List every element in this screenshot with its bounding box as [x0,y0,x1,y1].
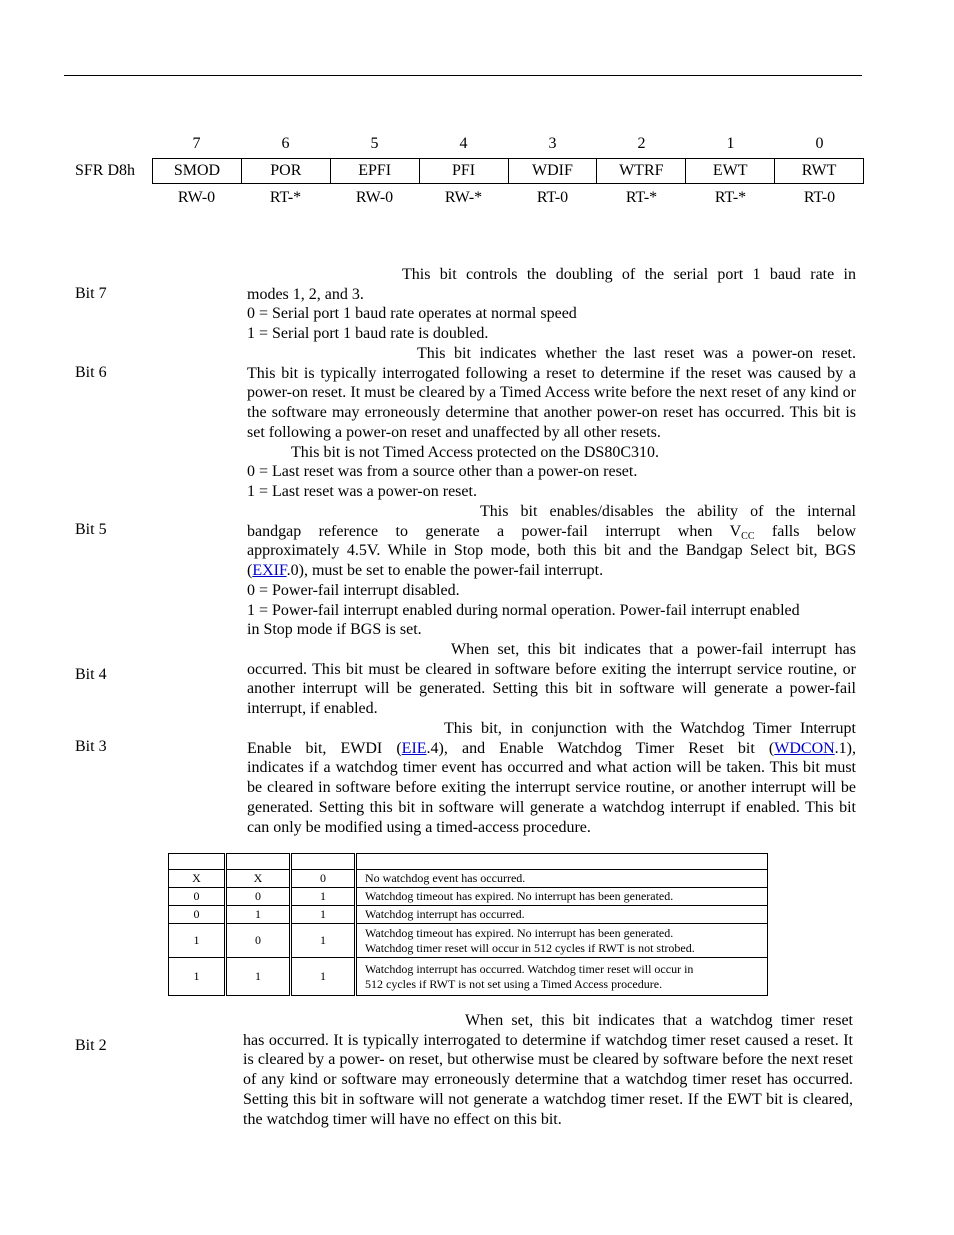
access-type: RT-0 [803,189,836,206]
access-type: RT-* [269,189,302,206]
bit7-description [247,265,856,344]
result-cell: Watchdog interrupt has occurred. [357,906,768,924]
bit-number: 1 [726,135,735,152]
ewt-cell: X [227,870,290,888]
bit-name-cell: EPFI [330,159,419,184]
header-rule [64,75,862,76]
access-type: RT-0 [536,189,569,206]
table-header-row [169,854,768,870]
bit6-line1: This bit indicates whether the last reset was a power-on reset. [417,345,856,362]
access-type: RT-* [625,189,658,206]
access-type: RW-0 [177,189,216,206]
bit-number: 5 [370,135,379,152]
result-cell: Watchdog interrupt has occurred. Watchdog timer reset will occur in 512 cycles if RWT is not set using a Timed Access procedure. [357,958,768,996]
bit5-line7: in Stop mode if BGS is set. [247,621,422,639]
bit3-body: indicates if a watchdog timer event has occurred and what action will be taken. This bit must be cleared in software before exiting the interrupt service routine, or another interrupt will be generated. Setting this bit in software will generate a watchdog interrupt if enabled. This bit can only be modified using a timed-access procedure. [247,759,856,836]
bit-number: 6 [281,135,290,152]
ewt-cell: 0 [227,888,290,906]
bit6-label: Bit 6 [75,364,107,381]
result-cell: Watchdog timeout has expired. No interrupt has been generated. [357,888,768,906]
ewt-cell: 0 [227,924,290,958]
sfr-address-label: SFR D8h [75,162,136,179]
wdif-cell: 1 [292,906,355,924]
ewdi-cell: 1 [169,958,225,996]
bit-number: 0 [815,135,824,152]
bit4-body: occurred. This bit must be cleared in software before exiting the interrupt service routine, or another interrupt will be generated. Setting this bit in software will generate a power-fail interrupt, if enabled. [247,660,856,718]
ewt-cell: 1 [227,958,290,996]
access-type: RT-* [714,189,747,206]
table-row [169,888,768,906]
bit5-description [247,502,856,640]
bit6-note: This bit is not Timed Access protected on the DS80C310. [291,443,659,461]
wdif-cell: 1 [292,924,355,958]
bit6-one: 1 = Last reset was a power-on reset. [247,482,477,500]
ewdi-cell: 0 [169,906,225,924]
bit3-label: Bit 3 [75,738,107,755]
bit-name-cell: SMOD [153,159,242,184]
table-row [169,906,768,924]
bit-name-cell: EWT [686,159,775,184]
bit4-label: Bit 4 [75,666,107,683]
register-bit-table [152,158,864,184]
bit7-line2: modes 1, 2, and 3. [247,285,364,303]
bit5-line2: bandgap reference to generate a power-fail interrupt when $V_{CC}$ falls below [247,522,856,542]
access-type: RW-0 [355,189,394,206]
watchdog-event-table [168,853,768,996]
bit5-line4: (EXIF.0), must be set to enable the power-fail interrupt. [247,562,604,580]
bit-name-cell: RWT [775,159,864,184]
result-cell: No watchdog event has occurred. [357,870,768,888]
bit5-line1: This bit enables/disables the ability of the internal [480,503,856,520]
bit2-description [243,1011,853,1129]
ewdi-cell: X [169,870,225,888]
wdif-cell: 1 [292,958,355,996]
result-cell: Watchdog timeout has expired. No interrupt has been generated. Watchdog timer reset will occur in 512 cycles if RWT is not strobed. [357,924,768,958]
bit-name-cell: WTRF [597,159,686,184]
ewdi-cell: 1 [169,924,225,958]
bit5-line3: approximately 4.5V. While in Stop mode, both this bit and the Bandgap Select bit, BGS [247,542,856,560]
bit5-line6: 1 = Power-fail interrupt enabled during normal operation. Power-fail interrupt enabled [247,601,800,619]
table-row [169,924,768,958]
exif-link[interactable]: EXIF [252,562,287,580]
bit-name-cell: WDIF [508,159,597,184]
bit3-line2: Enable bit, EWDI (EIE.4), and Enable Watchdog Timer Reset bit (WDCON.1), [247,739,856,757]
bit6-body: This bit is typically interrogated following a reset to determine if the reset was caused by a power-on reset. It must be cleared by a Timed Access write before the next reset of any kind or the software may erroneously determine that another power-on reset has occurred. This bit is set following a power-on reset and unaffected by all other resets. [247,364,856,441]
bit6-description [247,344,856,502]
bit7-line4: 1 = Serial port 1 baud rate is doubled. [247,325,489,343]
table-row [169,870,768,888]
bit-number: 7 [192,135,201,152]
bit4-line1: When set, this bit indicates that a power-fail interrupt has [451,641,856,658]
bit2-body: has occurred. It is typically interrogated to determine if watchdog timer reset caused a reset. It is cleared by a power- on reset, but otherwise must be cleared by software before the next reset of any kind or software may erroneously determine that a watchdog timer reset has occurred. Setting this bit in software will not generate a watchdog timer reset. If the EWT bit is cleared, the watchdog timer will have no effect on this bit. [243,1031,853,1128]
eie-link[interactable]: EIE [401,739,427,757]
wdif-cell: 1 [292,888,355,906]
wdcon-link[interactable]: WDCON [774,739,835,757]
table-row [169,958,768,996]
bit-number-row [152,135,864,155]
bit7-line3: 0 = Serial port 1 baud rate operates at normal speed [247,305,577,323]
bit-number: 3 [548,135,557,152]
ewt-cell: 1 [227,906,290,924]
bit7-label: Bit 7 [75,285,107,302]
bit2-line1: When set, this bit indicates that a watchdog timer reset [465,1012,853,1029]
bit-name-cell: POR [241,159,330,184]
bit3-line1: This bit, in conjunction with the Watchdog Timer Interrupt [444,720,856,737]
bit-number: 4 [459,135,468,152]
bit7-line1: This bit controls the doubling of the serial port 1 baud rate in [402,266,856,283]
access-type: RW-* [444,189,483,206]
bit5-line5: 0 = Power-fail interrupt disabled. [247,581,460,599]
bit4-description [247,640,856,719]
bit3-description [247,719,856,837]
bit5-label: Bit 5 [75,521,107,538]
bit6-zero: 0 = Last reset was from a source other than a power-on reset. [247,463,638,481]
bit2-label: Bit 2 [75,1037,107,1054]
bit-name-cell: PFI [419,159,508,184]
bit-number: 2 [637,135,646,152]
wdif-cell: 0 [292,870,355,888]
access-row [152,189,864,209]
ewdi-cell: 0 [169,888,225,906]
